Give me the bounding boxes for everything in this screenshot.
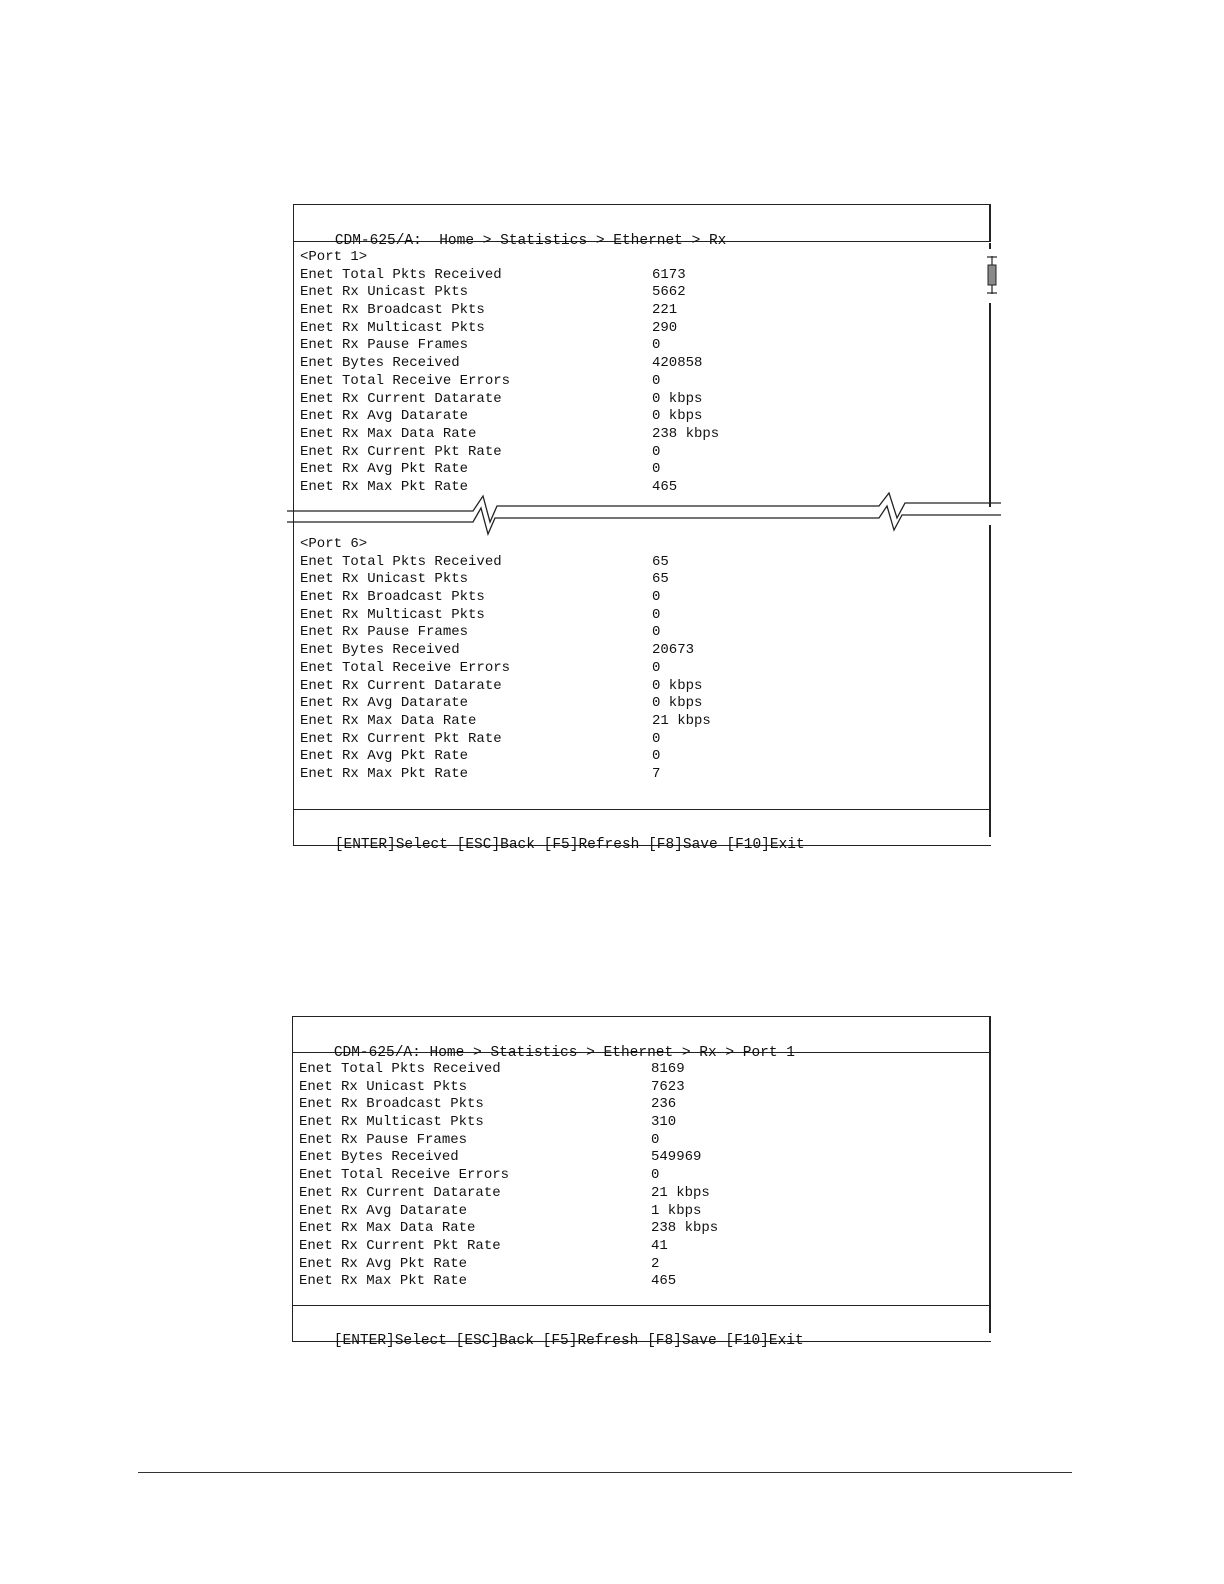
stat-row [300, 730, 661, 749]
key-help-bar [293, 1314, 804, 1368]
stat-value: 0 [652, 606, 661, 623]
stat-value: 7 [652, 765, 661, 782]
breadcrumb-text: CDM-625/A: Home > Statistics > Ethernet > Rx [334, 233, 727, 249]
stat-row [300, 606, 661, 625]
stat-row [300, 642, 695, 660]
stat-label: Enet Total Pkts Received [300, 266, 502, 283]
stat-row [300, 712, 711, 731]
stat-value: 465 [651, 1273, 677, 1290]
stat-row [300, 748, 661, 766]
stat-label: Enet Rx Avg Datarate [300, 408, 469, 425]
stat-value: 465 [652, 478, 678, 495]
stat-row [300, 765, 661, 784]
terminal-screen-rx-port1 [292, 1016, 991, 1349]
stat-label: Enet Rx Max Pkt Rate [299, 1273, 468, 1290]
stat-value: 21 kbps [652, 712, 711, 729]
stat-label: Enet Total Pkts Received [300, 553, 502, 570]
footer-divider [294, 809, 991, 810]
stat-label: Enet Rx Avg Pkt Rate [299, 1255, 468, 1272]
stat-label: Enet Rx Max Pkt Rate [300, 765, 469, 782]
key-help-text: [ENTER]Select [ESC]Back [F5]Refresh [F8]Save [F10]Exit [334, 837, 805, 853]
stat-label: Enet Rx Unicast Pkts [299, 1078, 468, 1095]
key-help-bar [294, 818, 805, 872]
stat-value: 6173 [652, 266, 686, 283]
stat-label: Enet Bytes Received [299, 1149, 459, 1166]
port-title: <Port 1> [300, 249, 368, 265]
stat-value: 65 [652, 571, 669, 588]
stat-row [300, 677, 703, 696]
stat-value: 0 [652, 624, 661, 641]
stat-label: Enet Rx Multicast Pkts [300, 606, 485, 623]
stat-label: Enet Bytes Received [300, 642, 460, 659]
scrollbar-thumb[interactable] [988, 265, 996, 285]
stat-label: Enet Rx Max Pkt Rate [300, 478, 469, 495]
stat-label: Enet Rx Current Pkt Rate [300, 730, 502, 747]
stat-row [300, 624, 661, 642]
stat-value: 0 [652, 730, 661, 747]
stat-row [300, 355, 703, 373]
stat-label: Enet Rx Current Pkt Rate [299, 1237, 501, 1254]
page-footer-rule [138, 1472, 1072, 1473]
stat-label: Enet Rx Current Pkt Rate [300, 443, 502, 460]
stat-value: 0 [652, 589, 661, 606]
stat-label: Enet Rx Current Datarate [300, 390, 502, 407]
key-help-text: [ENTER]Select [ESC]Back [F5]Refresh [F8]Save [F10]Exit [333, 1333, 804, 1349]
stat-label: Enet Rx Pause Frames [299, 1131, 468, 1148]
port-6-section [300, 536, 711, 784]
screen-right-border [989, 525, 991, 837]
stat-value: 0 kbps [652, 408, 703, 425]
stat-label: Enet Total Receive Errors [300, 372, 511, 389]
stat-row [300, 589, 661, 607]
stat-value: 0 [652, 659, 661, 676]
stat-value: 0 [651, 1167, 660, 1184]
stat-value: 549969 [651, 1149, 702, 1166]
stat-label: Enet Rx Max Data Rate [300, 712, 477, 729]
stat-value: 0 [652, 337, 661, 354]
stat-value: 221 [652, 302, 678, 319]
screen-right-border [989, 243, 991, 249]
breadcrumb [293, 1017, 991, 1061]
stat-label: Enet Total Pkts Received [299, 1061, 501, 1077]
stat-value: 0 kbps [652, 390, 703, 407]
stat-row [300, 372, 661, 391]
stat-label: Enet Rx Current Datarate [300, 677, 502, 694]
stat-label: Enet Rx Avg Datarate [300, 695, 469, 712]
stat-value: 0 [652, 461, 661, 478]
stat-label: Enet Rx Avg Pkt Rate [300, 748, 469, 765]
stat-label: Enet Rx Broadcast Pkts [299, 1096, 484, 1113]
screen-right-border [989, 303, 991, 507]
port-1-rows [300, 266, 720, 497]
stat-row [300, 461, 661, 479]
port-6-rows [300, 553, 711, 784]
stat-row [300, 390, 703, 409]
stat-row [300, 553, 669, 572]
stat-value: 238 kbps [651, 1220, 719, 1237]
screen-right-border [989, 1017, 991, 1333]
stat-label: Enet Total Receive Errors [299, 1167, 510, 1184]
stat-label: Enet Rx Broadcast Pkts [300, 302, 485, 319]
stat-label: Enet Rx Current Datarate [299, 1184, 501, 1201]
stat-row [300, 319, 678, 338]
stat-value: 1 kbps [651, 1202, 702, 1219]
stat-value: 310 [651, 1114, 677, 1131]
vertical-scrollbar[interactable] [984, 256, 1000, 296]
stat-label: Enet Rx Pause Frames [300, 624, 469, 641]
stat-label: Enet Rx Max Data Rate [300, 425, 477, 442]
footer-divider [293, 1305, 991, 1306]
stat-value: 0 kbps [652, 695, 703, 712]
stat-value: 0 [652, 443, 661, 460]
stat-label: Enet Rx Multicast Pkts [299, 1114, 484, 1131]
stat-row [300, 571, 669, 589]
stat-label: Enet Rx Max Data Rate [299, 1220, 476, 1237]
breadcrumb-text: CDM-625/A: Home > Statistics > Ethernet > Rx > Port 1 [333, 1045, 795, 1061]
stat-label: Enet Rx Unicast Pkts [300, 571, 469, 588]
stat-label: Enet Rx Pause Frames [300, 337, 469, 354]
stat-value: 41 [651, 1237, 668, 1254]
stat-label: Enet Bytes Received [300, 355, 460, 372]
stat-row [300, 443, 661, 462]
stat-value: 420858 [652, 355, 703, 372]
stat-row [300, 266, 686, 285]
stat-row [300, 302, 678, 320]
stat-value: 21 kbps [651, 1184, 710, 1201]
stat-value: 238 kbps [652, 425, 720, 442]
stat-row [300, 284, 686, 302]
stat-value: 0 [652, 372, 661, 389]
stat-value: 20673 [652, 642, 695, 659]
stat-row [300, 408, 703, 426]
stat-value: 7623 [651, 1078, 685, 1095]
stat-row [300, 337, 661, 355]
stat-value: 290 [652, 319, 678, 336]
stat-row [300, 695, 703, 713]
stat-value: 2 [651, 1255, 660, 1272]
stat-label: Enet Rx Multicast Pkts [300, 319, 485, 336]
stat-value: 0 [652, 748, 661, 765]
stat-value: 0 [651, 1131, 660, 1148]
stat-row [300, 659, 661, 678]
stat-value: 0 kbps [652, 677, 703, 694]
port-title: <Port 6> [300, 536, 368, 552]
stat-row [300, 425, 720, 444]
breadcrumb [294, 205, 991, 249]
stat-value: 5662 [652, 284, 686, 301]
stat-label: Enet Total Receive Errors [300, 659, 511, 676]
stat-value: 65 [652, 553, 669, 570]
stat-label: Enet Rx Unicast Pkts [300, 284, 469, 301]
stat-value: 8169 [651, 1061, 685, 1077]
stat-label: Enet Rx Broadcast Pkts [300, 589, 485, 606]
port-1-section [300, 249, 720, 497]
section-break-line [287, 492, 1001, 540]
stat-value: 236 [651, 1096, 677, 1113]
stat-label: Enet Rx Avg Datarate [299, 1202, 468, 1219]
stat-label: Enet Rx Avg Pkt Rate [300, 461, 469, 478]
